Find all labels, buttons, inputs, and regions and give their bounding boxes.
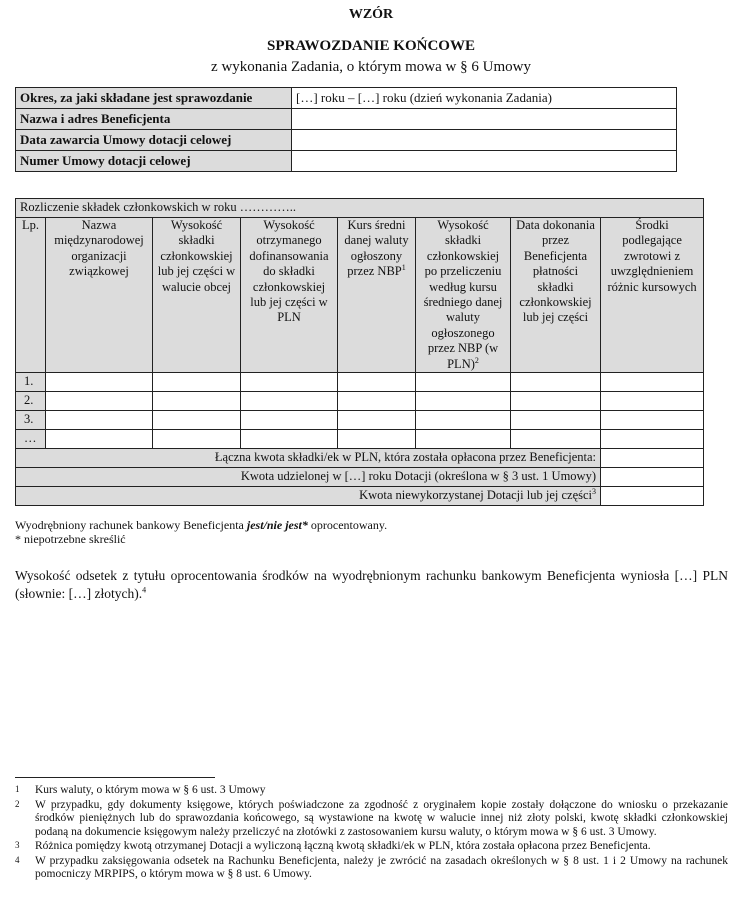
- table-cell[interactable]: [338, 392, 416, 411]
- table-cell[interactable]: [601, 373, 704, 392]
- footnote: [15, 840, 728, 854]
- row-number: 2.: [16, 392, 46, 411]
- column-header-organization: Nazwa międzynarodowej organizacji związkowej: [46, 218, 153, 373]
- table-cell[interactable]: [511, 392, 601, 411]
- info-label: Data zawarcia Umowy dotacji celowej: [16, 130, 292, 151]
- table-cell[interactable]: [338, 373, 416, 392]
- info-table: [15, 87, 677, 172]
- column-header-nbp-rate: [338, 218, 416, 373]
- row-number: 3.: [16, 411, 46, 430]
- footnote: [15, 784, 728, 798]
- column-header-fee-pln-text: Wysokość składki członkowskiej po przeliczeniu według kursu średniego danej waluty ogłoszonego przez NBP (w PLN): [423, 218, 503, 371]
- info-value[interactable]: […] roku – […] roku (dzień wykonania Zadania): [292, 88, 677, 109]
- summary-label-unused-grant: [16, 487, 601, 506]
- footnote-ref: 1: [401, 263, 406, 273]
- document-title: SPRAWOZDANIE KOŃCOWE: [267, 38, 475, 54]
- summary-value[interactable]: [601, 468, 704, 487]
- summary-value[interactable]: [601, 449, 704, 468]
- table-cell[interactable]: [416, 392, 511, 411]
- footnote-text: W przypadku, gdy dokumenty księgowe, których poświadczone za zgodność z oryginałem kopie zostały dołączone do wniosku o przekazanie środków pieniężnych lub do sprawozdania końcowego, są wystawione na kwotę w walucie innej niż złoty polski, kwotę składki członkowskiej podaną na dokumencie księgowym należy przeliczyć na złotówki z zastosowaniem kursu waluty, o którym mowa w § 6 ust. 3 Umowy.: [35, 798, 728, 838]
- info-label: Okres, za jaki składane jest sprawozdanie: [16, 88, 292, 109]
- footnote-number: 1: [15, 784, 20, 794]
- table-cell[interactable]: [46, 430, 153, 449]
- info-label: Nazwa i adres Beneficjenta: [16, 109, 292, 130]
- table-row: [16, 411, 704, 430]
- table-cell[interactable]: [153, 392, 241, 411]
- info-value[interactable]: [292, 109, 677, 130]
- info-value[interactable]: [292, 130, 677, 151]
- table-cell[interactable]: [601, 430, 704, 449]
- document-subtitle: z wykonania Zadania, o którym mowa w § 6 Umowy: [211, 59, 531, 75]
- summary-row: [16, 487, 704, 506]
- table-cell[interactable]: [46, 373, 153, 392]
- table-row: [16, 430, 704, 449]
- settlement-caption: Rozliczenie składek członkowskich w roku …………..: [16, 199, 704, 218]
- table-cell[interactable]: [46, 411, 153, 430]
- footnote-ref: 2: [474, 355, 479, 365]
- settlement-table: [15, 198, 704, 506]
- summary-label-total-paid: Łączna kwota składki/ek w PLN, która została opłacona przez Beneficjenta:: [16, 449, 601, 468]
- info-row: [16, 88, 677, 109]
- footnote-number: 3: [15, 840, 20, 850]
- account-note-choice[interactable]: jest/nie jest*: [246, 518, 308, 532]
- summary-row: [16, 449, 704, 468]
- footnote-number: 4: [15, 854, 20, 865]
- footnote-number: 2: [15, 798, 20, 809]
- account-note-prefix: Wyodrębniony rachunek bankowy Beneficjenta: [15, 518, 247, 532]
- row-number: …: [16, 430, 46, 449]
- template-label: WZÓR: [348, 7, 394, 22]
- table-cell[interactable]: [241, 373, 338, 392]
- table-cell[interactable]: [46, 392, 153, 411]
- table-cell[interactable]: [153, 411, 241, 430]
- account-note-suffix: oprocentowany.: [307, 518, 388, 532]
- table-cell[interactable]: [338, 430, 416, 449]
- info-row: [16, 130, 677, 151]
- table-cell[interactable]: [416, 373, 511, 392]
- footnote-text: Różnica pomiędzy kwotą otrzymanej Dotacji a wyliczoną łączną kwotą składki/ek w PLN, która została opłacona przez Beneficjenta.: [35, 840, 651, 852]
- table-cell[interactable]: [416, 430, 511, 449]
- column-header-fee-foreign: Wysokość składki członkowskiej lub jej części w walucie obcej: [153, 218, 241, 373]
- footnote-separator: [15, 777, 215, 778]
- interest-paragraph: [15, 567, 728, 603]
- column-header-fee-pln: [416, 218, 511, 373]
- strike-out-note: * niepotrzebne skreślić: [15, 532, 126, 546]
- summary-row: [16, 468, 704, 487]
- info-row: [16, 109, 677, 130]
- column-header-funding-pln: Wysokość otrzymanego dofinansowania do składki członkowskiej lub jej części w PLN: [241, 218, 338, 373]
- info-value[interactable]: [292, 151, 677, 172]
- info-row: [16, 151, 677, 172]
- column-header-lp: Lp.: [16, 218, 46, 373]
- table-cell[interactable]: [241, 411, 338, 430]
- table-cell[interactable]: [338, 411, 416, 430]
- table-cell[interactable]: [153, 430, 241, 449]
- table-cell[interactable]: [511, 430, 601, 449]
- table-cell[interactable]: [241, 430, 338, 449]
- info-label: Numer Umowy dotacji celowej: [16, 151, 292, 172]
- row-number: 1.: [16, 373, 46, 392]
- table-row: [16, 373, 704, 392]
- footnote-ref: 3: [592, 487, 596, 497]
- footnote-text: Kurs waluty, o którym mowa w § 6 ust. 3 Umowy: [35, 784, 266, 796]
- table-cell[interactable]: [601, 392, 704, 411]
- table-cell[interactable]: [511, 411, 601, 430]
- footnote-text: W przypadku zaksięgowania odsetek na Rachunku Beneficjenta, należy je zwrócić na zasadach określonych w § 8 ust. 1 i 2 Umowy na rachunek pomocniczy MRPIPS, o którym mowa w § 8 ust. 6 Umowy.: [35, 854, 728, 880]
- summary-value[interactable]: [601, 487, 704, 506]
- column-header-payment-date: Data dokonania przez Beneficjenta płatności składki członkowskiej lub jej części: [511, 218, 601, 373]
- summary-label-grant-amount: Kwota udzielonej w […] roku Dotacji (określona w § 3 ust. 1 Umowy): [16, 468, 601, 487]
- table-cell[interactable]: [153, 373, 241, 392]
- column-header-refund: Środki podlegające zwrotowi z uwzględnieniem różnic kursowych: [601, 218, 704, 373]
- table-cell[interactable]: [601, 411, 704, 430]
- summary-label-unused-grant-text: Kwota niewykorzystanej Dotacji lub jej części: [359, 488, 592, 503]
- table-cell[interactable]: [416, 411, 511, 430]
- footnotes: [15, 784, 728, 882]
- account-note: [15, 518, 715, 532]
- footnote-ref: 4: [142, 585, 147, 595]
- footnote: [15, 855, 728, 882]
- interest-paragraph-text: Wysokość odsetek z tytułu oprocentowania środków na wyodrębnionym rachunku bankowym Beneficjenta wyniosła […] PLN (słownie: […] złotych).: [15, 568, 728, 601]
- table-cell[interactable]: [511, 373, 601, 392]
- column-header-nbp-rate-text: Kurs średni danej waluty ogłoszony przez NBP: [344, 218, 409, 279]
- footnote: [15, 799, 728, 840]
- table-cell[interactable]: [241, 392, 338, 411]
- table-row: [16, 392, 704, 411]
